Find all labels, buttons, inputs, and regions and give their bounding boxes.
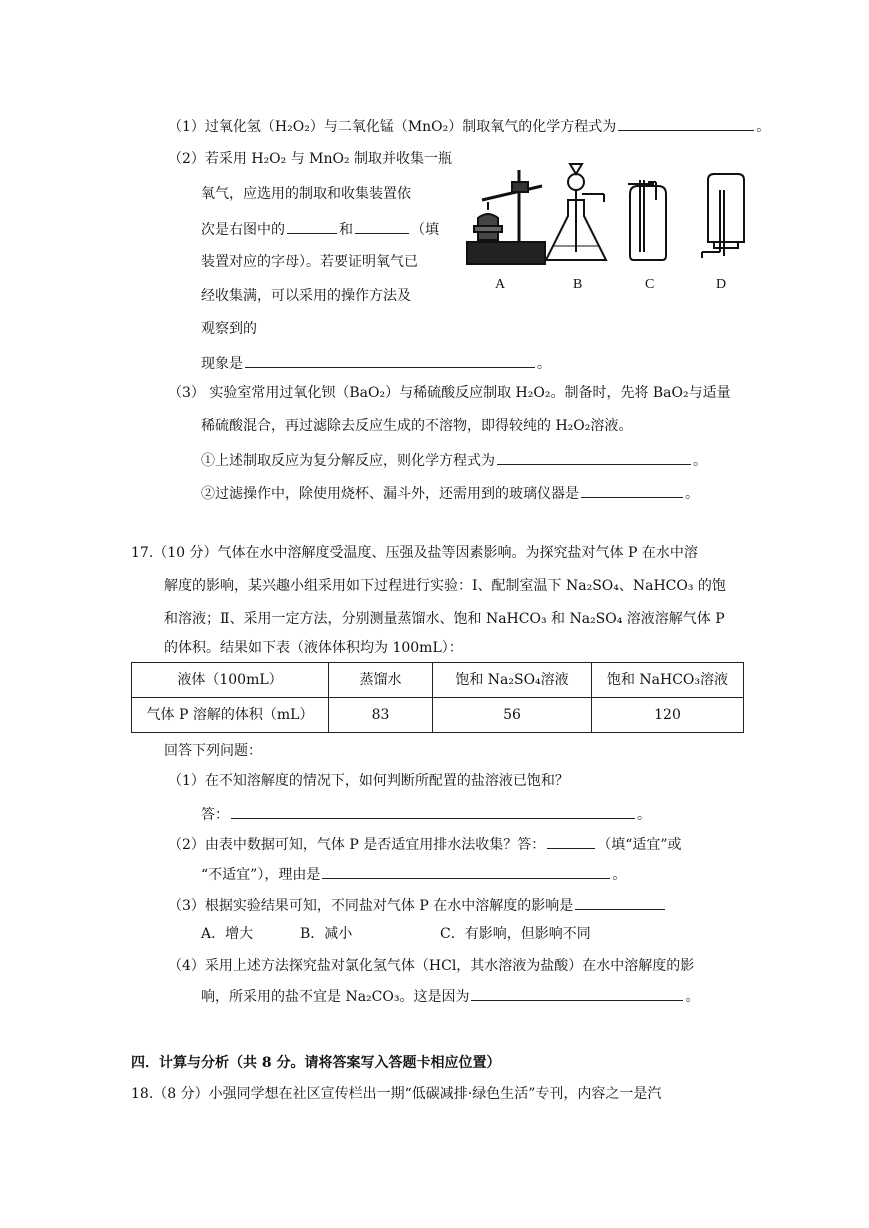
q17-a2-line1: （2）由表中数据可知，气体 P 是否适宜用排水法收集？答： （填“适宜”或 [168,837,682,853]
figure-label-b: B [573,277,583,292]
table-row [132,698,744,733]
apparatus-figure [462,160,752,300]
q17-a3-option-a: A．增大 [201,926,254,942]
answer-blank[interactable] [581,485,683,498]
q16-part3-q1: ①上述制取反应为复分解反应，则化学方程式为 。 [201,453,707,469]
answer-blank[interactable] [547,836,595,849]
q17-a1: （1）在不知溶解度的情况下，如何判断所配置的盐溶液已饱和？ [168,773,569,789]
q16-part2-line6: 观察到的 [201,321,257,337]
answer-blank[interactable] [245,355,535,368]
answer-blank[interactable] [355,221,409,234]
apparatus-a-icon [467,170,545,264]
answer-blank[interactable] [575,897,665,910]
answer-blank[interactable] [618,118,754,131]
q17-a4-line1: （4）采用上述方法探究盐对氯化氢气体（HCl，其水溶液为盐酸）在水中溶解度的影 [168,958,695,974]
answer-blank[interactable] [322,866,610,879]
table-header-row [132,663,744,698]
table-header-cell: 饱和 NaHCO₃溶液 [592,663,744,698]
q16-part2-line1: （2）若采用 H₂O₂ 与 MnO₂ 制取并收集一瓶 [168,151,453,167]
q16-part3-line2: 稀硫酸混合，再过滤除去反应生成的不溶物，即得较纯的 H₂O₂溶液。 [201,418,633,434]
table-cell: 气体 P 溶解的体积（mL） [132,698,329,733]
q16-part2-line2: 氧气，应选用的制取和收集装置依 [201,186,411,202]
q16-part3-line1: （3） 实验室常用过氧化钡（BaO₂）与稀硫酸反应制取 H₂O₂。制备时，先将 BaO₂与适量 [168,385,731,401]
apparatus-d-icon [702,174,744,258]
results-table [131,662,744,733]
figure-label-d: D [716,277,727,292]
q16-part2-line4: 装置对应的字母）。若要证明氧气已 [201,254,418,270]
q17-intro-line2: 解度的影响，某兴趣小组采用如下过程进行实验：Ⅰ、配制室温下 Na₂SO₄、NaHCO₃ 的饱 [164,578,726,594]
answer-blank[interactable] [231,806,635,819]
answer-prompt: 回答下列问题： [164,743,262,759]
q16-part2-line3: 次是右图中的 和 （填 [201,222,439,238]
q16-part2-line5: 经收集满，可以采用的操作方法及 [201,288,411,304]
q16-part3-q2: ②过滤操作中，除使用烧杯、漏斗外，还需用到的玻璃仪器是 。 [201,486,699,502]
q17-a1-answer: 答： 。 [201,807,651,823]
q17-a3: （3）根据实验结果可知，不同盐对气体 P 在水中溶解度的影响是 [168,897,667,913]
table-cell: 83 [329,698,433,733]
q17-intro-line4: 的体积。结果如下表（液体体积均为 100mL）： [164,640,463,656]
q17-a3-option-c: C．有影响，但影响不同 [440,926,591,942]
q16-part1: （1）过氧化氢（H₂O₂）与二氧化锰（MnO₂）制取氧气的化学方程式为 。 [168,119,771,135]
figure-label-a: A [495,277,506,292]
answer-blank[interactable] [287,221,337,234]
q17-a2-line2: “不适宜”），理由是 。 [201,867,627,883]
table-header-cell: 蒸馏水 [329,663,433,698]
q17-a3-option-b: B．减小 [300,926,353,942]
answer-blank[interactable] [497,452,691,465]
q18-intro: 18.（8 分）小强同学想在社区宣传栏出一期“低碳减排·绿色生活”专刊，内容之一是汽 [131,1086,662,1102]
q17-intro-line3: 和溶液；Ⅱ、采用一定方法，分别测量蒸馏水、饱和 NaHCO₃ 和 Na₂SO₄ 溶液溶解气体 P [164,611,725,627]
q17-a4-line2: 响，所采用的盐不宜是 Na₂CO₃。这是因为 。 [201,989,700,1005]
q16-part2-line7: 现象是 。 [201,356,551,372]
q17-intro-line1: 17.（10 分）气体在水中溶解度受温度、压强及盐等因素影响。为探究盐对气体 P 在水中溶 [131,545,698,561]
answer-blank[interactable] [471,988,683,1001]
apparatus-b-icon [546,164,606,260]
apparatus-c-icon [628,180,666,260]
table-header-cell: 饱和 Na₂SO₄溶液 [433,663,592,698]
figure-label-c: C [645,277,655,292]
table-cell: 120 [592,698,744,733]
section-heading: 四．计算与分析（共 8 分。请将答案写入答题卡相应位置） [131,1055,501,1071]
table-cell: 56 [433,698,592,733]
table-header-cell: 液体（100mL） [132,663,329,698]
